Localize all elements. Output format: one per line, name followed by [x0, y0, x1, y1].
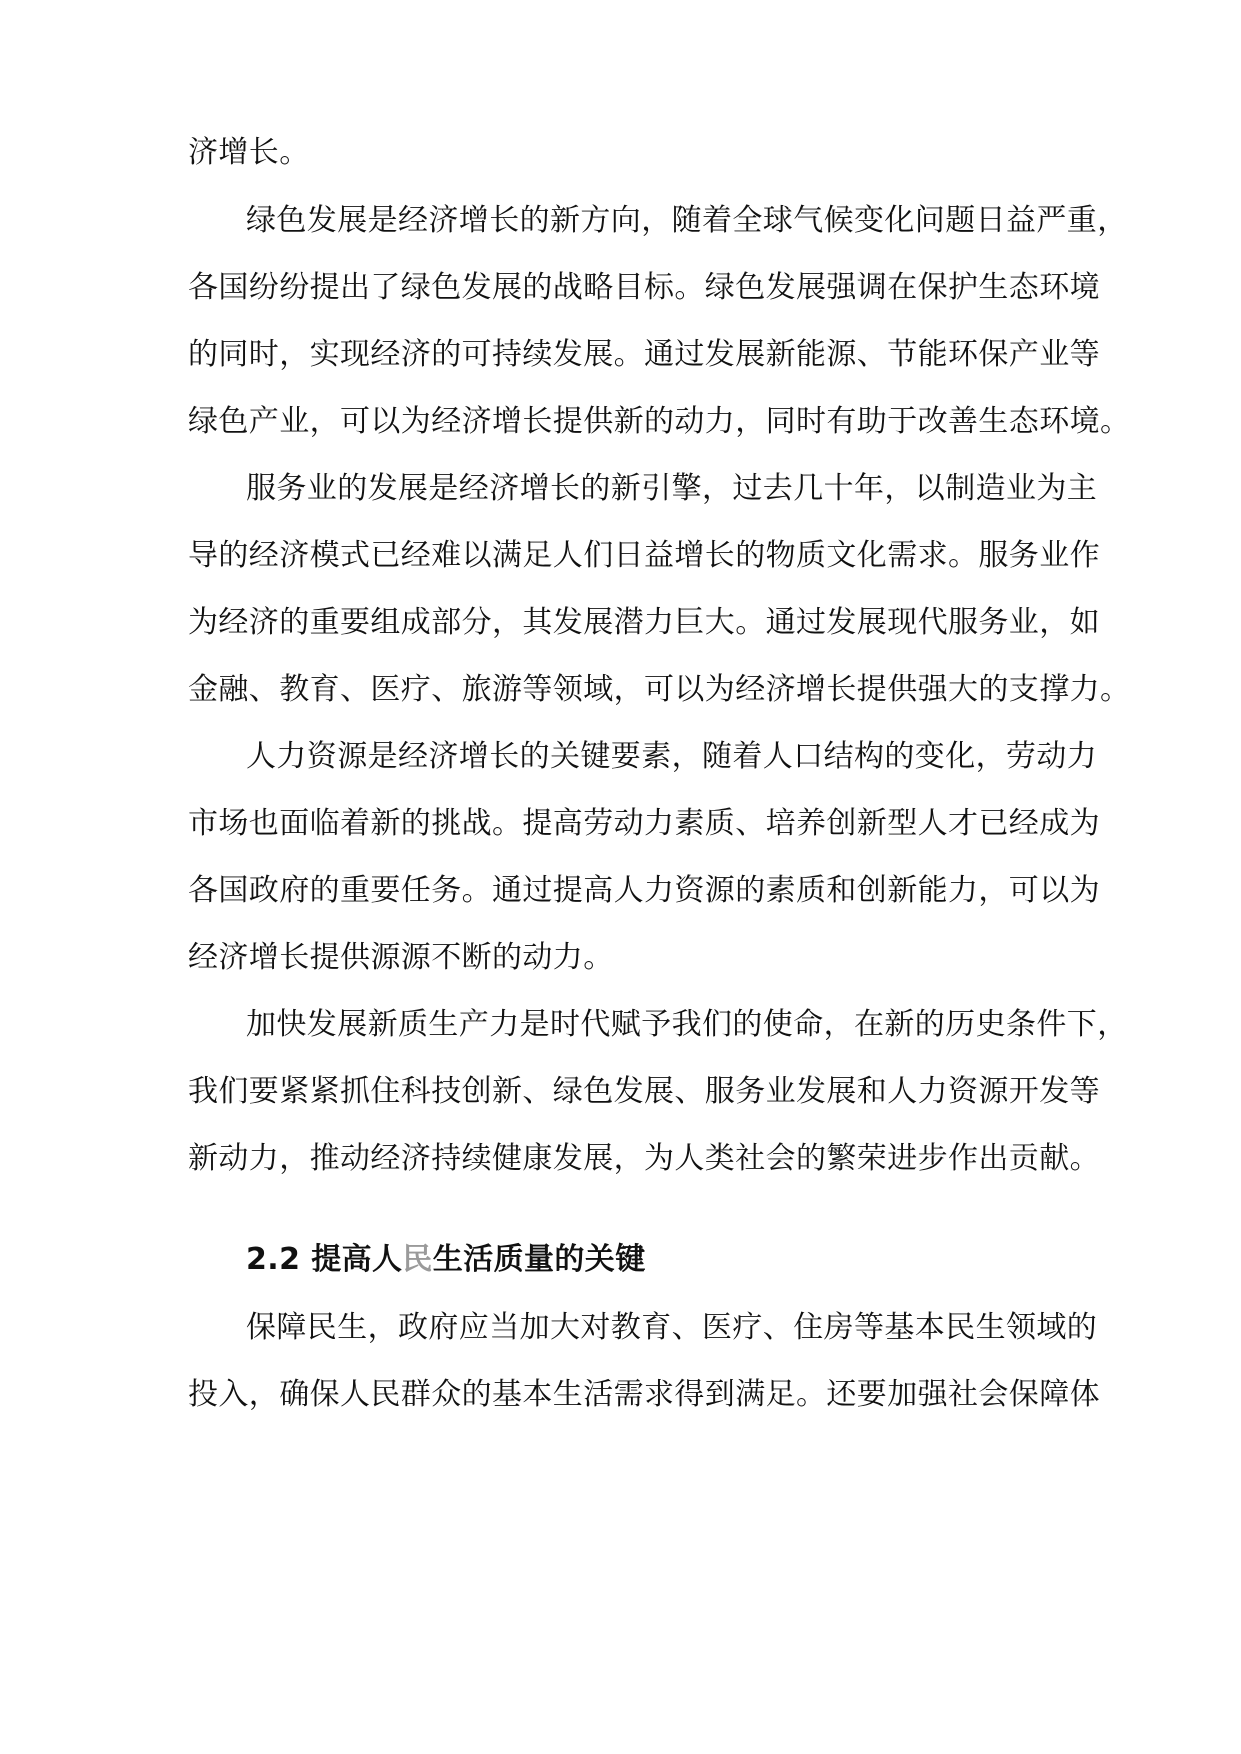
paragraph-line: 加快发展新质生产力是时代赋予我们的使命，在新的历史条件下，	[246, 1007, 1128, 1042]
paragraph-line: 济增长。	[188, 135, 310, 170]
paragraph-line: 市场也面临着新的挑战。提高劳动力素质、培养创新型人才已经成为	[188, 806, 1100, 841]
paragraph-line: 服务业的发展是经济增长的新引擎，过去几十年，以制造业为主	[246, 471, 1098, 506]
paragraph-line: 绿色发展是经济增长的新方向，随着全球气候变化问题日益严重，	[246, 203, 1128, 238]
paragraph-line: 的同时，实现经济的可持续发展。通过发展新能源、节能环保产业等	[188, 337, 1100, 372]
heading-text-part1: 2.2 提高人	[246, 1242, 403, 1277]
paragraph-line: 人力资源是经济增长的关键要素，随着人口结构的变化，劳动力	[246, 739, 1098, 774]
paragraph-line: 金融、教育、医疗、旅游等领域，可以为经济增长提供强大的支撑力。	[188, 672, 1131, 707]
paragraph-line: 为经济的重要组成部分，其发展潜力巨大。通过发展现代服务业，如	[188, 605, 1100, 640]
paragraph-line: 我们要紧紧抓住科技创新、绿色发展、服务业发展和人力资源开发等	[188, 1074, 1100, 1109]
paragraph-line: 新动力，推动经济持续健康发展，为人类社会的繁荣进步作出贡献。	[188, 1141, 1100, 1176]
paragraph-line: 投入，确保人民群众的基本生活需求得到满足。还要加强社会保障体	[188, 1377, 1100, 1412]
paragraph-line: 各国政府的重要任务。通过提高人力资源的素质和创新能力，可以为	[188, 873, 1100, 908]
paragraph-line: 保障民生，政府应当加大对教育、医疗、住房等基本民生领域的	[246, 1310, 1098, 1345]
paragraph-line: 导的经济模式已经难以满足人们日益增长的物质文化需求。服务业作	[188, 538, 1100, 573]
paragraph-line: 经济增长提供源源不断的动力。	[188, 940, 614, 975]
heading-text-part3: 生活质量的关键	[432, 1242, 646, 1277]
paragraph-line: 绿色产业，可以为经济增长提供新的动力，同时有助于改善生态环境。	[188, 404, 1131, 439]
section-heading	[246, 1240, 646, 1280]
paragraph-line: 各国纷纷提出了绿色发展的战略目标。绿色发展强调在保护生态环境	[188, 270, 1100, 305]
heading-text-faded-char: 民	[402, 1242, 433, 1277]
